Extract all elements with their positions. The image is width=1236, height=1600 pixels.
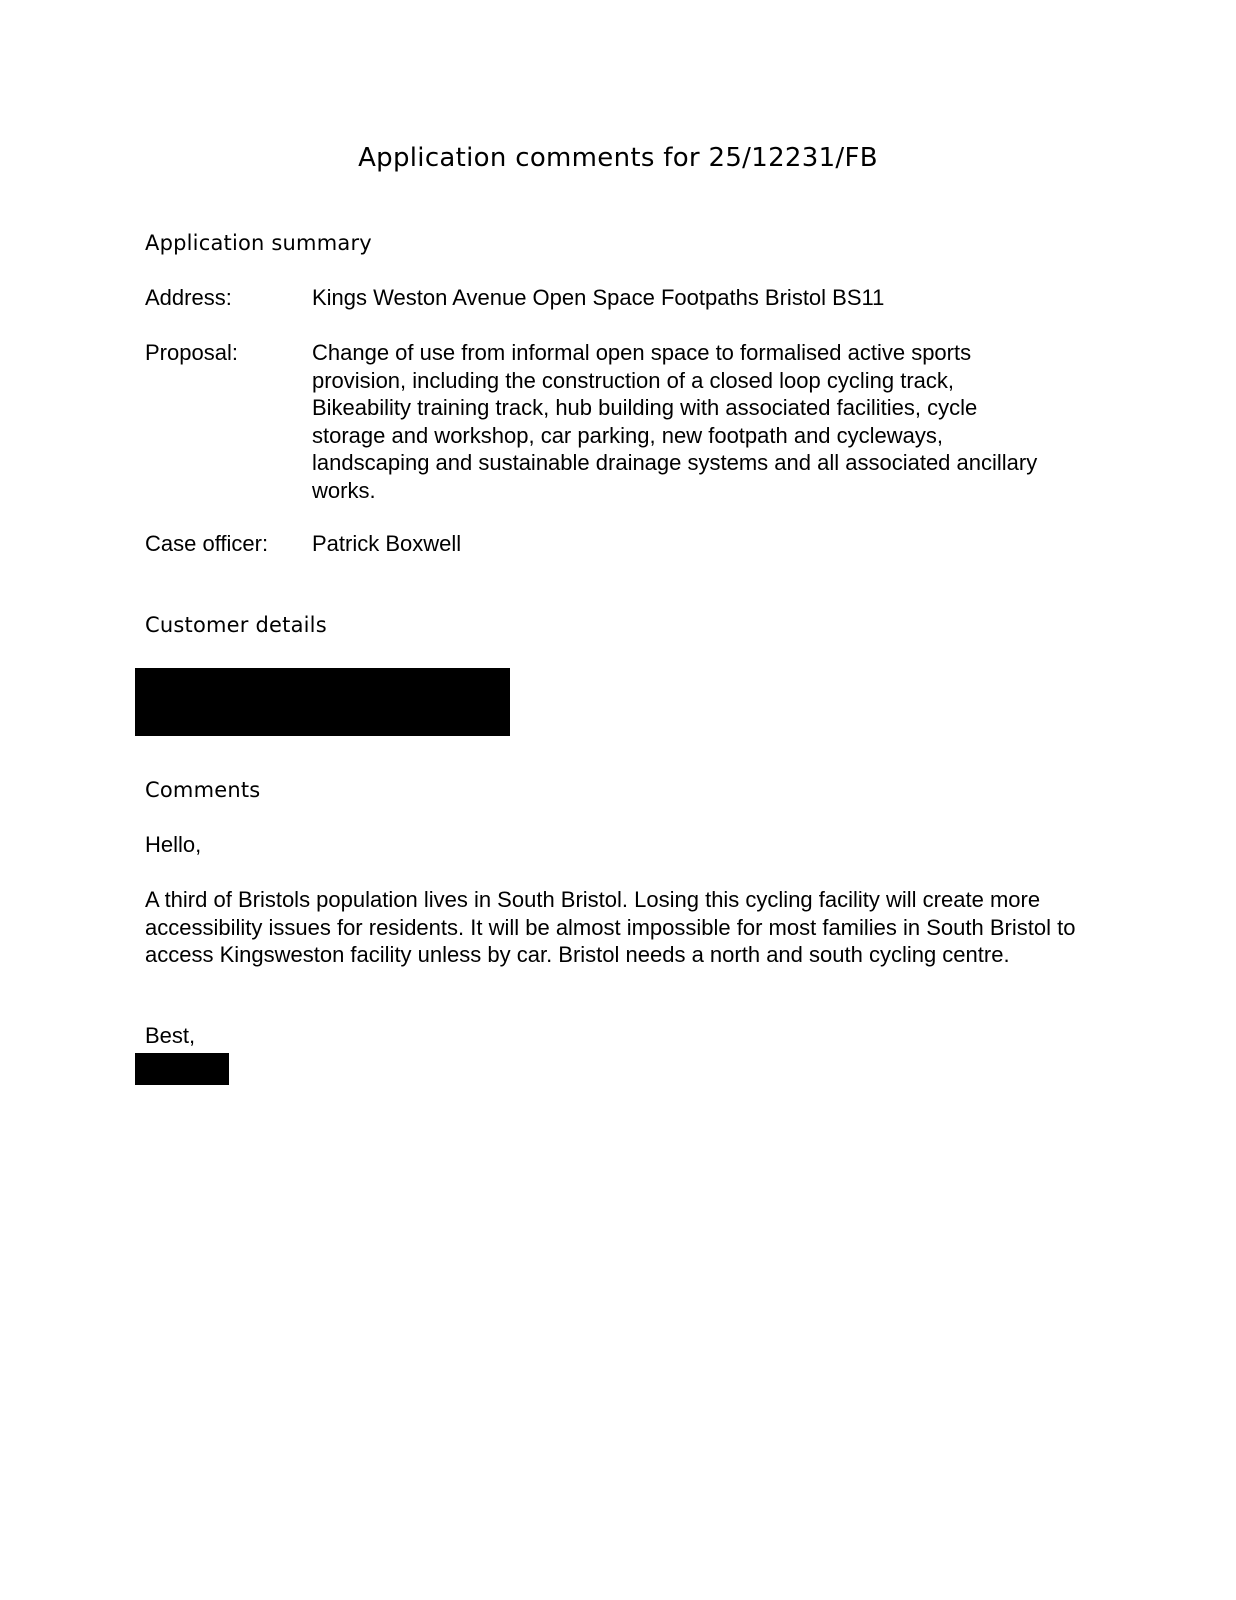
application-summary-heading: Application summary: [145, 231, 372, 255]
comment-body: A third of Bristols population lives in South Bristol. Losing this cycling facility will create more accessibility issues for residents. It will be almost impossible for most families in South Bristol to access Kingsweston facility unless by car. Bristol needs a north and south cycling centre.: [145, 887, 1076, 967]
address-value: Kings Weston Avenue Open Space Footpaths Bristol BS11: [312, 285, 885, 310]
comment-signoff: Best,: [145, 1023, 196, 1048]
customer-details-heading: Customer details: [145, 613, 327, 637]
document-title: Application comments for 25/12231/FB: [358, 143, 878, 173]
proposal-value: Change of use from informal open space to formalised active sports provision, including the construction of a closed loop cycling track, Bikeability training track, hub building with associated facilities, cycle storage and workshop, car parking, new footpath and cycleways, landscaping and sustainable drainage systems and all associated ancillary works.: [312, 340, 1038, 503]
signature-redaction: [135, 1053, 229, 1085]
case-officer-value: Patrick Boxwell: [312, 531, 462, 556]
address-label: Address:: [145, 285, 232, 310]
case-officer-label: Case officer:: [145, 531, 269, 556]
comments-heading: Comments: [145, 778, 261, 802]
customer-details-redaction: [135, 668, 510, 736]
proposal-label: Proposal:: [145, 340, 238, 365]
comment-greeting: Hello,: [145, 832, 202, 857]
